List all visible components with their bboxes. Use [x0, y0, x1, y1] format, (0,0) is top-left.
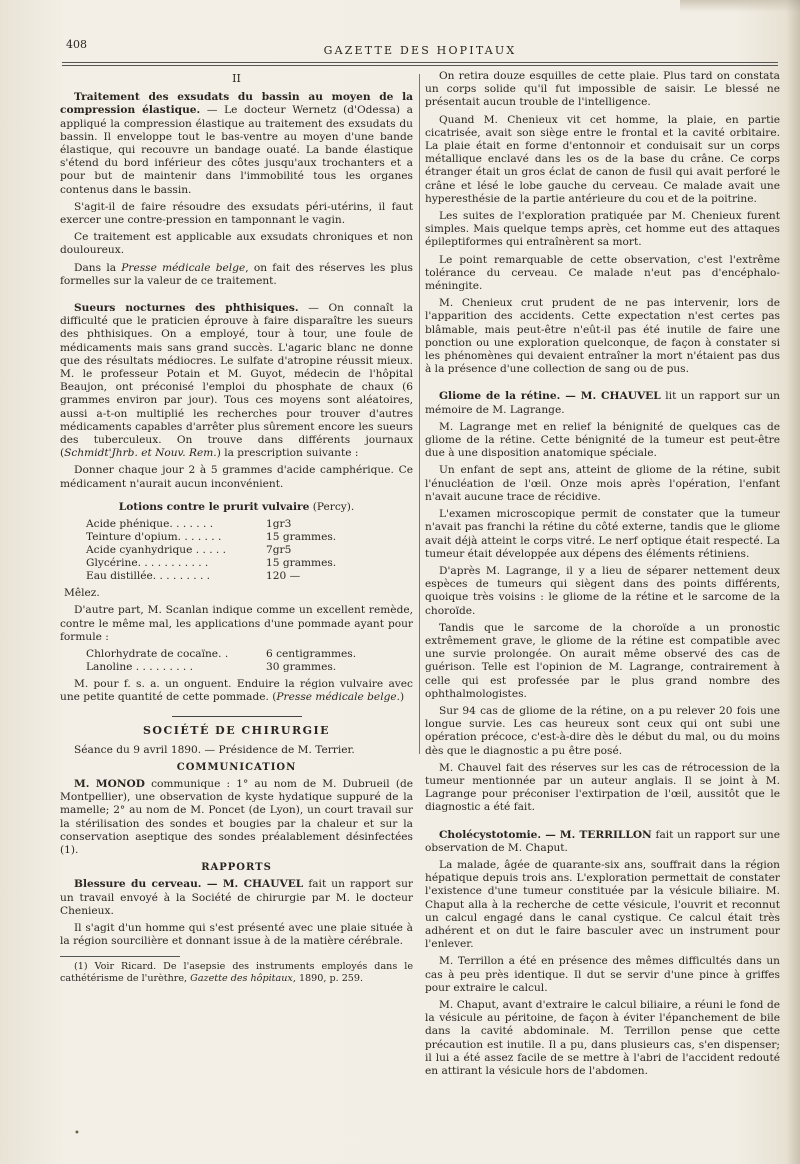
ingredient: Chlorhydrate de cocaïne. .: [86, 647, 229, 660]
header-rule: [62, 62, 778, 66]
paragraph: Donner chaque jour 2 à 5 grammes d'acide camphérique. Ce médicament n'aurait aucun inconvénient.: [60, 464, 413, 490]
speaker-name: — M. CHAUVEL: [201, 878, 304, 891]
article-title: Blessure du cerveau.: [74, 878, 202, 891]
quantity: 30 grammes.: [266, 660, 337, 673]
ornament-divider: [60, 710, 413, 718]
text-run: (1) Voir Ricard. De l'asepsie des instruments employés dans le cathétérisme de l'urèthre,: [60, 961, 413, 985]
paragraph: Tandis que le sarcome de la choroïde a un pronostic extrêmement grave, le gliome de la rétine est compatible avec une survie prolongée. On aurait même observé des cas de guérison. Telle est l'opinion de M. Lagrange, contrairement à celle qui est professée par le plus grand nombre des ophthalmologistes.: [425, 621, 780, 700]
text-run: , 1890, p. 259.: [292, 973, 364, 985]
article-title: Gliome de la rétine.: [439, 390, 561, 403]
article-title: Sueurs nocturnes des phthisiques.: [74, 302, 299, 315]
recipe-row: [86, 531, 413, 544]
page-corner-shadow: [680, 0, 800, 12]
text-run: M. pour f. s. a. un onguent. Enduire la région vulvaire avec une petite quantité de cette pommade. (: [60, 677, 413, 704]
recipe-row: [86, 661, 413, 674]
recipe-row: [86, 518, 413, 531]
communication-heading: COMMUNICATION: [176, 761, 297, 773]
paragraph: La malade, âgée de quarante-six ans, souffrait dans la région hépatique depuis trois ans. L'exploration permettait de constater l'existence d'une tumeur constituée par la vésicule biliaire. M. Chaput alla à la recherche de cette vésicule, l'ouvrit et reconnut un calcul engagé dans le canal cystique. Ce calcul était très adhérent et on dut le faire basculer avec un instrument pour l'enlever.: [425, 858, 780, 951]
paragraph: On retira douze esquilles de cette plaie. Plus tard on constata un corps solide qu'il fut impossible de saisir. Le blessé ne présentait aucun trouble de l'intelligence.: [425, 70, 780, 109]
journal-name: Schmidt'Jhrb. et Nouv. Rem.: [64, 447, 217, 460]
ingredient: Acide cyanhydrique . . . . .: [86, 544, 227, 557]
article-sueurs: [60, 302, 413, 460]
recipe-row: [86, 544, 413, 557]
page-header: [60, 36, 780, 60]
running-title: GAZETTE DES HOPITAUX: [323, 44, 517, 57]
paragraph: Le point remarquable de cette observation, c'est l'extrême tolérance du cerveau. Ce malade n'eut pas d'encéphalo-méningite.: [425, 253, 780, 293]
column-divider: [419, 74, 420, 754]
recipe-row: [86, 570, 413, 583]
ingredient: Eau distillée. . . . . . . . .: [86, 570, 211, 583]
paragraph: S'agit-il de faire résoudre des exsudats péri-utérins, il faut exercer une contre-pression en tamponnant le vagin.: [60, 200, 413, 227]
page-edge-shadow: [786, 0, 800, 1164]
quantity: 7gr5: [266, 544, 292, 557]
recipe-row: [86, 648, 413, 661]
paragraph: Ce traitement est applicable aux exsudats chroniques et non douloureux.: [60, 231, 413, 257]
page-mark: •: [74, 1128, 80, 1139]
society-title: SOCIÉTÉ DE CHIRURGIE: [142, 724, 331, 738]
ingredient: Acide phénique. . . . . . .: [86, 518, 214, 531]
article-cholecystotomie: [425, 829, 780, 855]
speaker-name: — M. TERRILLON: [541, 828, 652, 841]
rapports-heading: RAPPORTS: [201, 862, 272, 874]
article-title: Traitement des exsudats du bassin au moyen de la compression élastique.: [60, 91, 413, 117]
paragraph: Quand M. Chenieux vit cet homme, la plaie, en partie cicatrisée, avait son siège entre le frontal et la cavité orbitaire. La plaie était en forme d'entonnoir et conduisait sur un corps métallique enclavé dans les os de la base du crâne. Ce corps étranger était un gros éclat de canon de fusil qui avait perforé le crâne et lésé le lobe gauche du cerveau. Ce malade avait une hyperesthésie de la partie antérieure du cou et de la poitrine.: [425, 113, 780, 205]
article-blessure: [60, 878, 413, 918]
text-run: ): [400, 691, 405, 704]
seance-line: Séance du 9 avril 1890. — Présidence de M. Terrier.: [74, 743, 355, 756]
paragraph: Sur 94 cas de gliome de la rétine, on a pu relever 20 fois une longue survie. Les cas heureux sont ceux qui ont subi une opération précoce, c'est-à-dire dès le début du mal, ou du moins dès que le diagnostic a pu être posé.: [425, 704, 780, 757]
paragraph: [60, 778, 413, 857]
paragraph: D'après M. Lagrange, il y a lieu de séparer nettement deux espèces de tumeurs qui siègent dans des points différents, quoique très voisins : le gliome de la rétine et le sarcome de la choroïde.: [425, 564, 780, 617]
paragraph: Il s'agit d'un homme qui s'est présenté avec une plaie située à la région sourcilière et donnant issue à de la matière cérébrale.: [60, 921, 413, 948]
text-run: Dans la: [74, 261, 122, 274]
article-exsudats: [60, 91, 413, 197]
journal-name: Presse médicale belge.: [276, 691, 401, 704]
footnote: [60, 961, 413, 985]
text-run: lit un rapport sur un mémoire de M. Lagrange.: [425, 390, 780, 416]
page-number: 408: [66, 38, 87, 51]
text-run: communique : 1° au nom de M. Dubrueil (de Montpellier), une observation de kyste hydatique suppuré de la mamelle; 2° au nom de M. Poncet (de Lyon), un court travail sur la stérilisation des sondes et bougies par la chaleur et sur la conservation aseptique des sondes préalablement désinfectées (1).: [60, 777, 413, 856]
text-run: ) la prescription suivante :: [216, 447, 359, 460]
melez: Mêlez.: [64, 587, 100, 600]
recipe-title: [60, 501, 413, 514]
recipe-row: [86, 557, 413, 570]
paragraph: M. Chenieux crut prudent de ne pas intervenir, lors de l'apparition des accidents. Cette expectation n'est certes pas blâmable, mais peut-être n'eût-il pas été inutile de faire une ponction ou une exploration quelconque, de façon à constater si les phénomènes qui devaient entraîner la mort n'étaient pas dus à la présence d'une collection de sang ou de pus.: [425, 297, 780, 376]
quantity: 15 grammes.: [266, 557, 337, 570]
paragraph: [60, 678, 413, 704]
paragraph: D'autre part, M. Scanlan indique comme un excellent remède, contre le même mal, les applications d'une pommade ayant pour formule :: [60, 604, 413, 643]
paragraph: M. Chauvel fait des réserves sur les cas de rétrocession de la tumeur mentionnée par un auteur anglais. Il se joint à M. Lagrange pour préconiser l'extirpation de l'œil, aussitôt que le diagnostic a été fait.: [425, 761, 780, 814]
left-column: [60, 70, 413, 1090]
text-run: fait un rapport sur une observation de M. Chaput.: [425, 828, 780, 854]
article-gliome: [425, 390, 780, 416]
paragraph: M. Terrillon a été en présence des mêmes difficultés dans un cas à peu près identique. Il dut se servir d'une pince à griffes pour extraire le calcul.: [425, 955, 780, 994]
paragraph: Les suites de l'exploration pratiquée par M. Chenieux furent simples. Mais quelque temps après, cet homme eut des attaques épileptiformes qui entraînèrent sa mort.: [425, 210, 780, 249]
quantity: 6 centigrammes.: [266, 647, 357, 660]
article-text: — Le docteur Wernetz (d'Odessa) a appliqué la compression élastique au traitement des exsudats du bassin. Il enveloppe tout le bas-ventre au moyen d'une bande élastique, qui recouvre un bandage ouaté. La bande élastique s'étend du bord inférieur des côtes jusqu'aux trochanters et a pour but de maintenir dans l'immobilité tous les organes contenus dans le bassin.: [60, 104, 413, 196]
journal-name: Gazette des hôpitaux: [190, 973, 293, 985]
speaker-name: M. MONOD: [74, 777, 145, 790]
text-run: , on fait des réserves les plus formelles sur la valeur de ce traitement.: [60, 261, 413, 287]
recipe-list: [86, 518, 413, 583]
recipe-title-text: Lotions contre le prurit vulvaire: [118, 500, 310, 513]
quantity: 15 grammes.: [266, 531, 337, 544]
ingredient: Glycérine. . . . . . . . . . .: [86, 557, 209, 570]
ingredient: Lanoline . . . . . . . . .: [86, 660, 194, 673]
ingredient: Teinture d'opium. . . . . . .: [86, 531, 222, 544]
right-column: [425, 70, 780, 1110]
text-run: fait un rapport sur un travail envoyé à la Société de chirurgie par M. le docteur Chenieux.: [60, 878, 413, 917]
journal-name: Presse médicale belge: [121, 261, 246, 274]
footnote-rule: [60, 956, 180, 957]
recipe-list-2: [86, 648, 413, 674]
paragraph: M. Lagrange met en relief la bénignité de quelques cas de gliome de la rétine. Cette bénignité de la tumeur est peut-être due à une disposition anatomique spéciale.: [425, 420, 780, 460]
section-number: II: [232, 72, 241, 85]
paragraph: L'examen microscopique permit de constater que la tumeur n'avait pas franchi la rétine du côté externe, tandis que le gliome avait déjà atteint le corps vitré. Le nerf optique était respecté. La tumeur était développée aux dépens des éléments rétiniens.: [425, 508, 780, 560]
article-title: Cholécystotomie.: [439, 828, 542, 841]
speaker-name: — M. CHAUVEL: [560, 390, 661, 403]
paragraph: [60, 262, 413, 288]
paragraph: M. Chaput, avant d'extraire le calcul biliaire, a réuni le fond de la vésicule au péritoine, de façon à éviter l'épanchement de bile dans la cavité abdominale. M. Terrillon pense que cette précaution est inutile. Il a pu, dans plusieurs cas, s'en dispenser; il lui a été assez facile de se mettre à l'abri de l'accident redouté en attirant la vésicule hors de l'abdomen.: [425, 999, 780, 1078]
article-text: — On connaît la difficulté que le praticien éprouve à faire disparaître les sueurs des phthisiques. On a employé, tour à tour, une foule de médicaments mais sans grand succès. L'agaric blanc ne donne que des résultats médiocres. Le sulfate d'atropine réussit mieux. M. le professeur Potain et M. Guyot, médecin de l'hôpital Beaujon, ont préconisé l'emploi du phosphate de chaux (6 grammes environ par jour). Tous ces moyens sont aléatoires, aussi a-t-on multiplié les recherches pour trouver d'autres médicaments capables d'arrêter plus sûrement encore les sueurs des tuberculeux. On trouve dans différents journaux (: [60, 302, 413, 460]
quantity: 120 —: [266, 570, 301, 583]
quantity: 1gr3: [266, 518, 292, 531]
paragraph: Un enfant de sept ans, atteint de gliome de la rétine, subit l'énucléation de l'œil. Onze mois après l'opération, l'enfant n'avait aucune trace de récidive.: [425, 464, 780, 503]
recipe-author: (Percy).: [309, 500, 355, 513]
